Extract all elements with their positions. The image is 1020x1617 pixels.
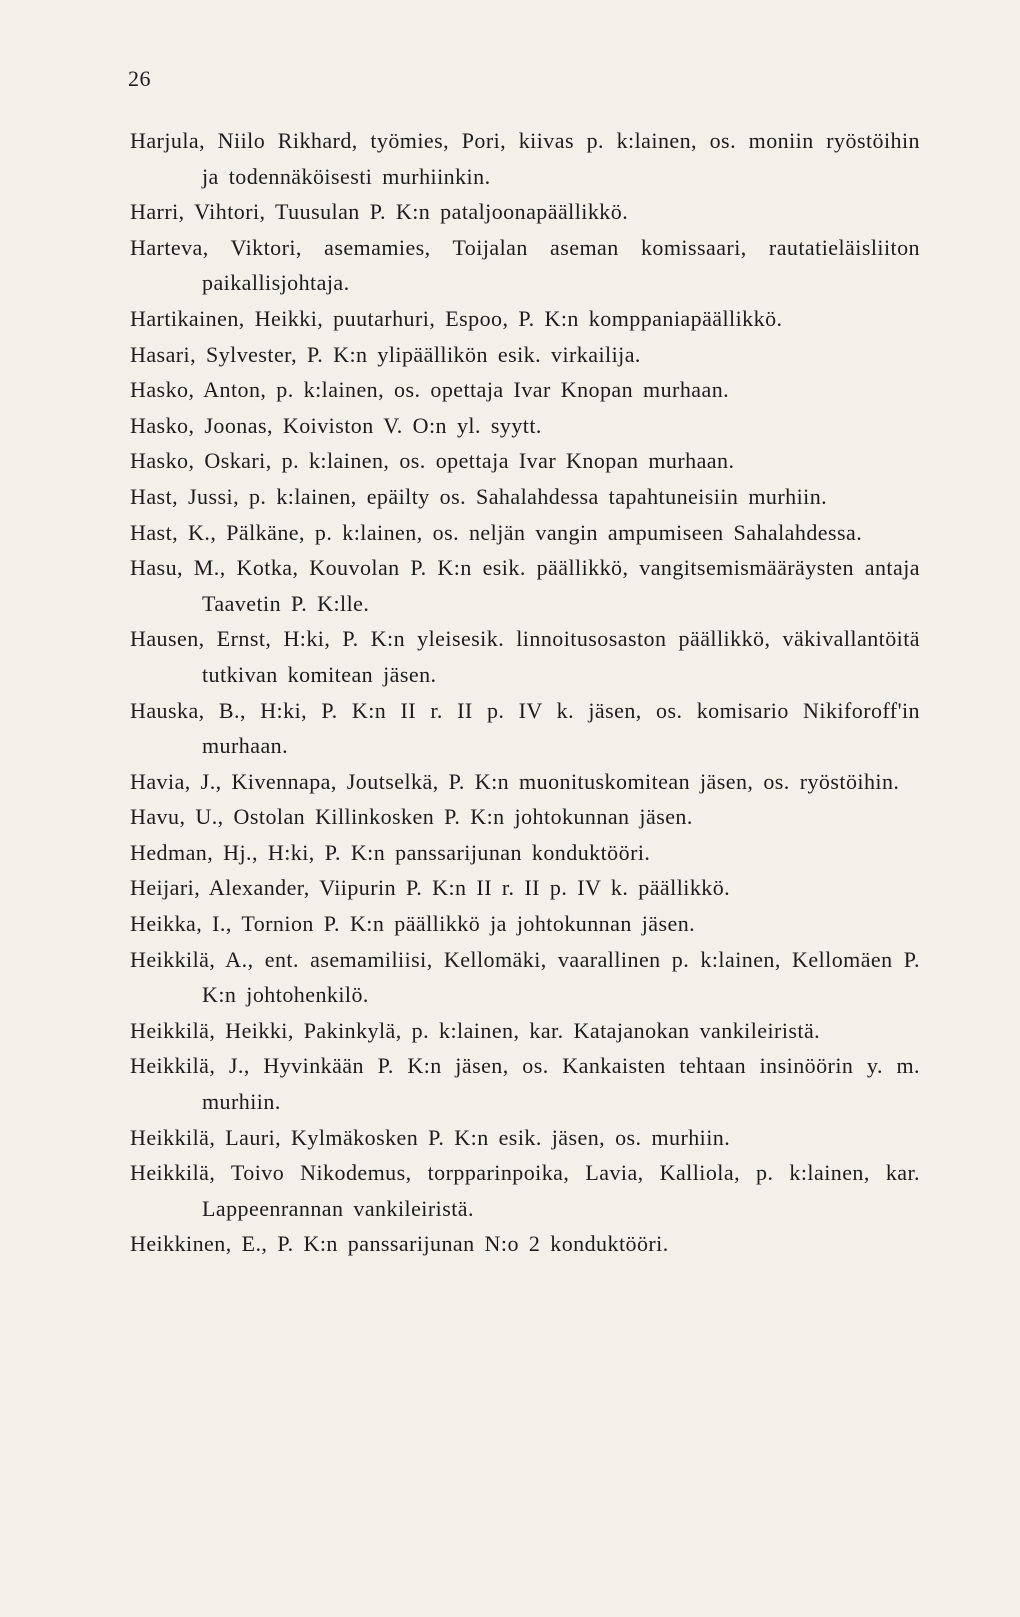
entry-heikkila-toivo: Heikkilä, Toivo Nikodemus, torpparinpoika, Lavia, Kalliola, p. k:lainen, kar. Lappeenrannan vankileiristä. (130, 1160, 920, 1221)
entry-heikkila-heikki: Heikkilä, Heikki, Pakinkylä, p. k:lainen, kar. Katajanokan vankileiristä. (130, 1017, 821, 1043)
entry-hasko-anton: Hasko, Anton, p. k:lainen, os. opettaja Ivar Knopan murhaan. (130, 377, 730, 403)
entry-heikka-i: Heikka, I., Tornion P. K:n päällikkö ja johtokunnan jäsen. (130, 911, 696, 937)
entry-hast-jussi: Hast, Jussi, p. k:lainen, epäilty os. Sahalahdessa tapahtuneisiin murhiin. (130, 483, 828, 509)
entry-havu-u: Havu, U., Ostolan Killinkosken P. K:n johtokunnan jäsen. (130, 804, 693, 830)
entry-hedman-hj: Hedman, Hj., H:ki, P. K:n panssarijunan konduktööri. (130, 839, 651, 865)
entry-heijari-alexander: Heijari, Alexander, Viipurin P. K:n II r. II p. IV k. päällikkö. (130, 875, 731, 901)
entry-heikkila-a: Heikkilä, A., ent. asemamiliisi, Kellomäki, vaarallinen p. k:lainen, Kellomäen P. K:n johtohenkilö. (130, 946, 920, 1008)
page-number: 26 (128, 66, 151, 91)
entry-havia-j: Havia, J., Kivennapa, Joutselkä, P. K:n muonituskomitean jäsen, os. ryöstöihin. (130, 768, 900, 794)
entry-harjula-niilo: Harjula, Niilo Rikhard, työmies, Pori, kiivas p. k:lainen, os. moniin ryöstöihin ja todennäköisesti murhiinkin. (130, 128, 920, 189)
entry-hasko-joonas: Hasko, Joonas, Koiviston V. O:n yl. syytt. (130, 412, 542, 438)
entry-hast-k: Hast, K., Pälkäne, p. k:lainen, os. neljän vangin ampumiseen Sahalahdessa. (130, 519, 863, 545)
entry-list (130, 123, 920, 1262)
entry-hauska-b: Hauska, B., H:ki, P. K:n II r. II p. IV k. jäsen, os. komisario Nikiforoff'in murhaan. (130, 697, 920, 759)
entry-heikkila-lauri: Heikkilä, Lauri, Kylmäkosken P. K:n esik. jäsen, os. murhiin. (130, 1124, 731, 1150)
entry-harri-vihtori: Harri, Vihtori, Tuusulan P. K:n pataljoonapäällikkö. (130, 199, 629, 225)
entry-heikkinen-e: Heikkinen, E., P. K:n panssarijunan N:o 2 konduktööri. (130, 1231, 669, 1257)
entry-hasu-m: Hasu, M., Kotka, Kouvolan P. K:n esik. päällikkö, vangitsemismääräysten antaja Taavetin P. K:lle. (130, 555, 920, 616)
entry-hausen-ernst: Hausen, Ernst, H:ki, P. K:n yleisesik. linnoitusosaston päällikkö, väkivallantöitä tutkivan komitean jäsen. (130, 626, 920, 687)
entry-harteva-viktori: Harteva, Viktori, asemamies, Toijalan aseman komissaari, rautatieläisliiton paikallisjohtaja. (130, 234, 920, 296)
entry-heikkila-j: Heikkilä, J., Hyvinkään P. K:n jäsen, os. Kankaisten tehtaan insinöörin y. m. murhiin. (130, 1053, 920, 1115)
entry-hasko-oskari: Hasko, Oskari, p. k:lainen, os. opettaja Ivar Knopan murhaan. (130, 448, 735, 474)
entry-hasari-sylvester: Hasari, Sylvester, P. K:n ylipäällikön esik. virkailija. (130, 341, 641, 367)
entry-hartikainen-heikki: Hartikainen, Heikki, puutarhuri, Espoo, P. K:n komppaniapäällikkö. (130, 305, 783, 331)
